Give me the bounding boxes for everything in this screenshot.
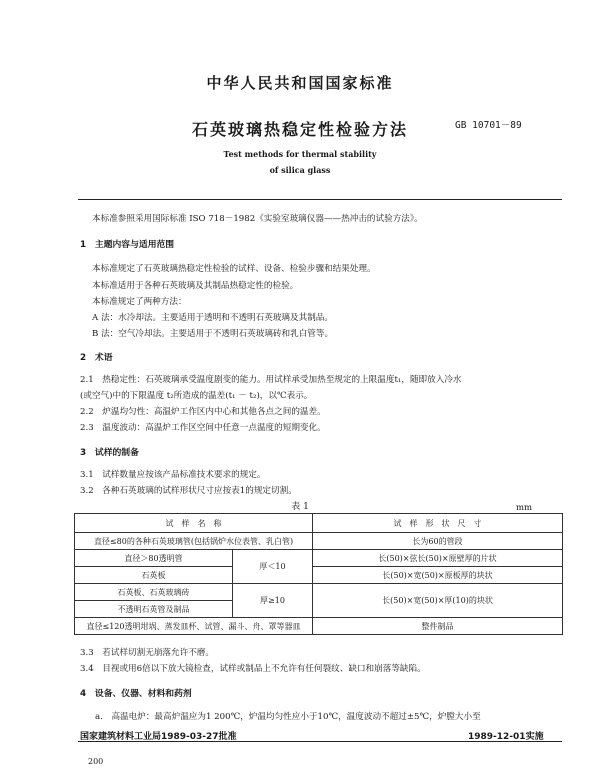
document-title: 石英玻璃热稳定性检验方法 [191,120,408,139]
item-3-2: 3.2 各种石英玻璃的试样形状尺寸应按表1的规定切割。 [80,486,297,496]
standard-number: GB 10701－89 [455,120,522,131]
row45-shape: 长(50)×宽(50)×厚(10)的块状 [313,584,563,618]
item-3-3: 3.3 若试样切割无崩落允许不磨。 [80,648,214,658]
thickness-lt10: 厚＜10 [233,550,313,584]
intro-text: 本标准参照采用国际标准 ISO 718－1982《实验室玻璃仪器——热冲击的试验方法》。 [92,214,423,224]
term-2-2: 2.2 炉温均匀性：高温炉工作区内中心和其他各点之间的温差。 [80,407,326,417]
row1-name: 直径≤80的各种石英玻璃管(包括锅炉水位表管、乳白管) [75,533,313,550]
term-2-1-cont: (或空气)中的下限温度 t₂所造成的温差(t₁ － t₂)，以℃表示。 [80,391,313,401]
section4-heading: 4 设备、仪器、材料和药剂 [80,689,192,699]
thickness-ge10: 厚≥10 [233,584,313,618]
section1-heading: 1 主题内容与适用范围 [80,240,175,250]
section1-method-b: B 法：空气冷却法。主要适用于不透明石英玻璃砖和乳白管等。 [92,329,334,339]
header-specimen-name: 试 样 名 称 [75,514,313,533]
english-title-line2: of silica glass [269,165,331,175]
item-3-4: 3.4 目视或用6倍以下放大镜检查，试样或制品上不允许有任何裂纹、缺口和崩落等缺陷。 [80,664,426,674]
row3-shape: 长(50)×宽(50)×原板厚的块状 [313,567,563,584]
page-number: 200 [88,757,104,766]
top-divider [78,199,562,200]
row1-shape: 长为60的管段 [313,533,563,550]
specimen-table [74,513,563,635]
table-row [75,618,563,635]
table-unit: mm [516,503,533,513]
term-2-1: 2.1 热稳定性：石英玻璃承受温度剧变的能力。用试样承受加热至规定的上限温度t₁，随即放入冷水 [80,375,462,385]
table-header-row [75,514,563,533]
term-2-3: 2.3 温度波动：高温炉工作区空间中任意一点温度的短期变化。 [80,423,326,433]
item-4-a: a. 高温电炉：最高炉温应为1 200℃，炉温均匀性应小于10℃，温度波动不超过±5℃，炉膛大小至 [95,712,481,722]
table-row [75,550,563,567]
table-caption: 表 1 [291,502,309,512]
row2-name: 直径＞80透明管 [75,550,233,567]
section2-heading: 2 术语 [80,353,113,363]
section1-line1: 本标准规定了石英玻璃热稳定性检验的试样、设备、检验步骤和结果处理。 [92,264,376,274]
section3-heading: 3 试样的制备 [80,448,139,458]
section1-line2: 本标准适用于各种石英玻璃及其制品热稳定性的检验。 [92,281,299,291]
item-3-1: 3.1 试样数量应按该产品标准技术要求的规定。 [80,470,266,480]
table-row [75,584,563,601]
table-row [75,533,563,550]
row3-name: 石英板 [75,567,233,584]
section1-method-a: A 法：水冷却法。主要适用于透明和不透明石英玻璃及其制品。 [92,313,333,323]
approval-date: 国家建筑材料工业局1989-03-27批准 [80,732,237,742]
table-row [75,567,563,584]
national-standard-heading: 中华人民共和国国家标准 [206,74,394,92]
row4-name: 石英板、石英玻璃砖 [75,584,233,601]
row6-name: 直径≤120透明坩埚、蒸发皿杯、试管、漏斗、舟、罩等器皿 [75,618,313,635]
implementation-date: 1989-12-01实施 [468,732,544,742]
row6-shape: 整件制品 [313,618,563,635]
header-specimen-shape: 试 样 形 状 尺 寸 [313,514,563,533]
section1-line3: 本标准规定了两种方法： [92,297,187,307]
english-title-line1: Test methods for thermal stability [223,149,377,159]
row5-name: 不透明石英管及制品 [75,601,233,618]
row2-shape: 长(50)×弦长(50)×原壁厚的片状 [313,550,563,567]
